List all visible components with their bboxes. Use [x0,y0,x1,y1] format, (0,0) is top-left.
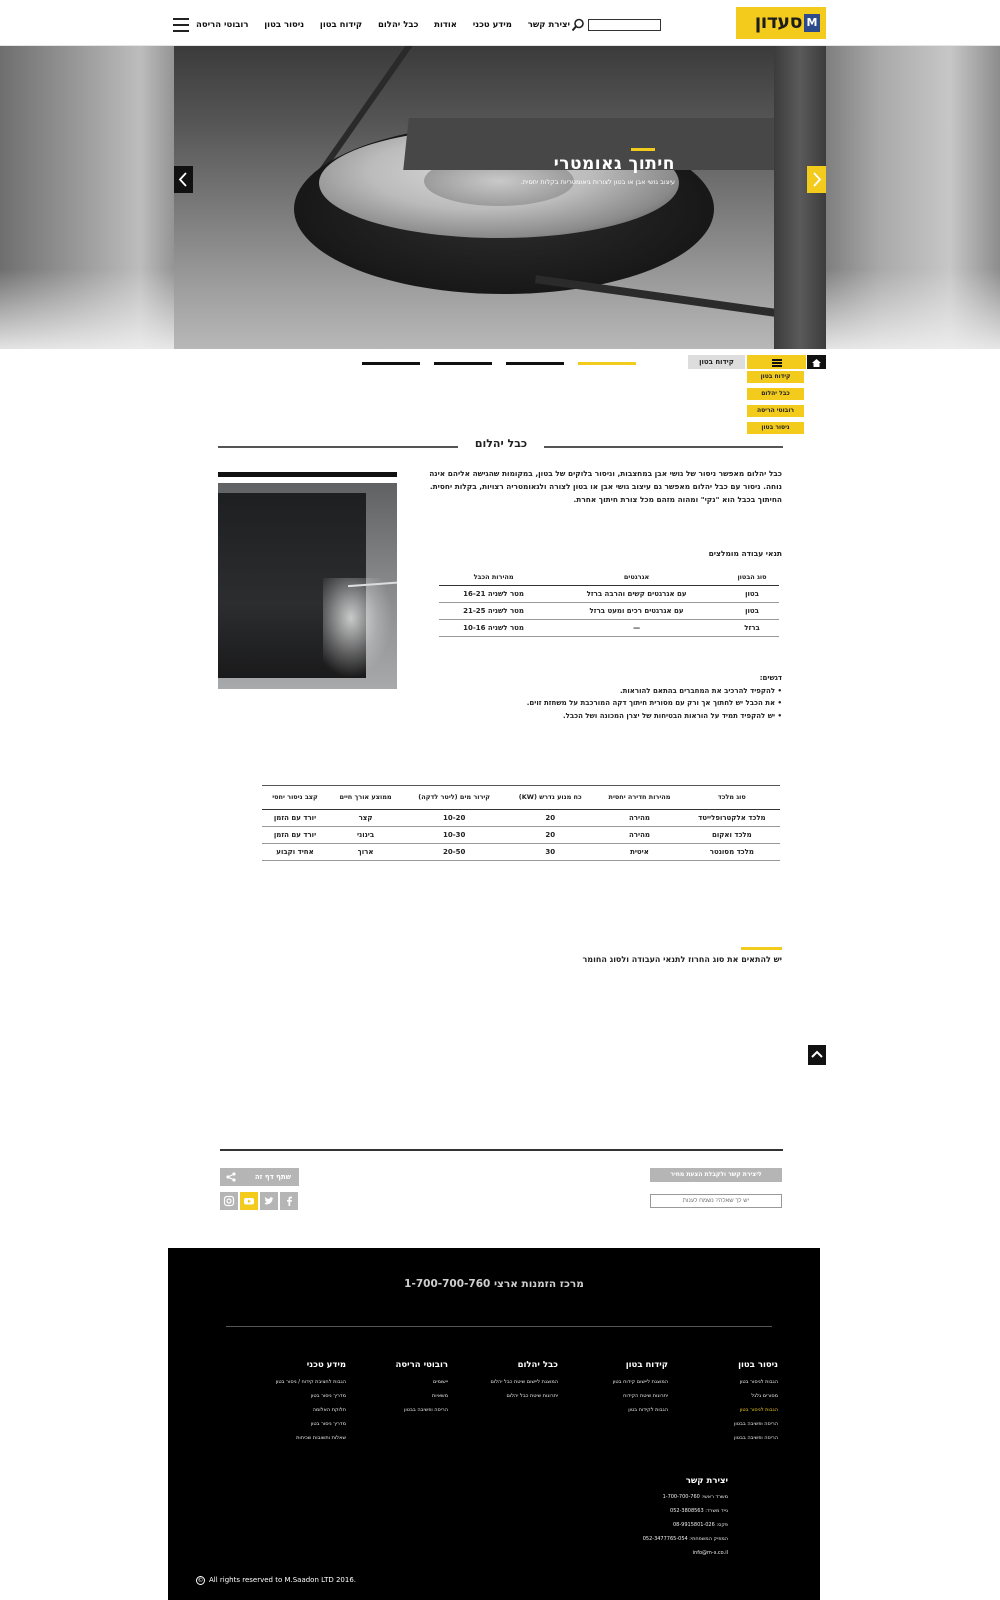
share-label: שתף דף זה [254,1173,291,1181]
side-menu-item-sawing[interactable]: ניסור בטון [747,422,804,434]
slide-indicator-2[interactable] [434,362,492,365]
comparison-table [262,785,780,861]
table-cell: — [548,619,725,636]
footer-contact-line: משרד ראשי: 1-700-700-760 [662,1494,728,1500]
nav-links [196,15,570,35]
footer-column-title: מידע טכני [306,1360,346,1370]
list-item: • יש להקפיד תמיד על הוראות הבטיחות של יצרן המכונה ושל הכבל. [460,710,782,723]
table-header: קצב ניסור יחסי [262,786,328,810]
footer-link[interactable]: המוצגת ליישום קידוח בטון [612,1379,668,1385]
copyright [196,1576,356,1585]
table-cell: יורד עם הזמן [262,810,328,827]
list-item: • את הכבל יש לחתוך אך ורק עם מסורית חיתוך דקה המורכבת על משחזת זוים. [460,697,782,710]
question-input[interactable] [650,1194,782,1208]
back-to-top-button[interactable] [808,1045,826,1065]
table-header: ממוצע אורך חיים [328,786,403,810]
table-header: אגרגטים [548,570,725,585]
table-cell: מטר לשניה 10-16 [439,619,548,636]
logo-mark: M [804,14,820,32]
footer-contact-line: נייד משרד: 052-3808563 [670,1508,728,1514]
logo[interactable] [736,7,826,39]
table-cell: 10-30 [403,827,505,844]
facebook-icon[interactable] [280,1192,298,1210]
table-cell: איטית [595,844,684,861]
hero-subtitle: עיצוב גושי אבן או בטון לצורות גיאומטריות בקלות יחסית. [520,178,675,186]
home-icon [807,356,826,370]
footer-contact-email[interactable]: info@m-s.co.il [692,1550,728,1556]
nav-link-concrete-drilling[interactable]: קידוח בטון [319,20,363,30]
share-button[interactable] [220,1168,299,1186]
table-cell: מלכד ואקום [684,827,780,844]
table-header: סוג הבטון [725,570,779,585]
table-cell: מטר לשניה 21-25 [439,602,548,619]
footer-column-technical [236,1360,346,1445]
menu-icon[interactable] [173,18,189,32]
table-cell: בטון [725,602,779,619]
footer-contact-line: המפיק המשפחתי: 052-3477765-054 [642,1536,728,1542]
footer-link[interactable]: הגבות לניסור בטון [739,1379,778,1385]
table-cell: מהירה [595,810,684,827]
side-menu-item-drilling[interactable]: קידוח בטון [747,371,804,383]
side-menu-item-diamond-wire[interactable]: כבל יהלום [747,388,804,400]
nav-link-diamond-wire[interactable]: כבל יהלום [377,20,419,30]
table-cell: אחיד וקבוע [262,844,328,861]
footer-link[interactable]: הגבות לחציבת קידוח / ניסור בטון [275,1379,346,1385]
table-cell: עם אגרגטים קשים והרבה ברזל [548,585,725,602]
slide-indicator-1[interactable] [362,362,420,365]
footer-column-drilling [568,1360,668,1417]
table-cell: מטר לשניה 16-21 [439,585,548,602]
instagram-icon[interactable] [220,1192,238,1210]
footer-link[interactable]: הריסה ופשיבה בבטון [734,1421,778,1427]
summary-accent-bar [741,947,782,950]
nav-link-contact[interactable]: יצירת קשר [527,20,570,30]
intro-paragraph-1: כבל יהלום מאפשר ניסור של גושי אבן במחצבות, וניסור בלוקים של בטון, במקומות שהגישה אליהם אינה נוחה. ניסור עם כבל יהלום מאפשר גם עיצוב גושי אבן או בטון לצורה ולגאומטריה רצויות, בקלות יחסית. [429,469,782,491]
slide-indicator-3[interactable] [506,362,564,365]
table-cell: עם אגרגטים רכים ומעט ברזל [548,602,725,619]
table-cell: יורד עם הזמן [262,827,328,844]
notes [460,672,782,722]
table-cell: מהירה [595,827,684,844]
footer-link[interactable]: יתרונות שיטת הקידוח [623,1393,668,1399]
hero-caption [480,154,675,186]
list-icon[interactable] [747,355,806,369]
contact-quote-button[interactable]: ליצירת קשר ולקבלת הצעת מחיר [650,1168,782,1182]
footer-column-title: קידוח בטון [625,1360,668,1370]
table-cell: 20 [505,827,595,844]
footer-link[interactable]: יתרונות שיטת כבל יהלום [506,1393,558,1399]
table-header: מהירות חדירה יחסית [595,786,684,810]
table-row [439,585,779,602]
summary-text: יש להתאים את סוג החרוז לתנאי העבודה ולסוג החומר [582,955,782,964]
footer-column-robots [358,1360,448,1417]
hero-caption-bar [631,148,655,151]
table-header: סוג מלכד [684,786,780,810]
table-row [262,844,780,861]
footer-link[interactable]: חלוקת האלומה [312,1407,346,1413]
footer-column-title: רובוטי הריסה [395,1360,448,1370]
notes-list [460,685,782,723]
table-cell: 20 [505,810,595,827]
side-menu-item-robots[interactable]: רובוטי הריסה [747,405,804,417]
table-cell: מלכד אלקטרופלייטד [684,810,780,827]
photo-top-bar [218,472,397,477]
footer-link[interactable]: מסורים גלגל [751,1393,778,1399]
copyright-text: All rights reserved to M.Saadon LTD 2016. [209,1576,356,1584]
footer-column-title: כבל יהלום [517,1360,558,1370]
youtube-icon[interactable] [240,1192,258,1210]
footer-hotline: מרכז הזמנות ארצי 1-700-700-760 [404,1278,584,1290]
footer-contact [628,1476,728,1560]
hero-title: חיתוך גאומטרי [553,154,675,174]
footer-link[interactable]: המוצגת ליישום שיטת כבל יהלום [490,1379,558,1385]
table-cell: מלכד מסונטר [684,844,780,861]
nav-link-demolition-robots[interactable]: רובוטי הריסה [196,20,249,30]
intro-text [420,467,782,506]
footer-link-highlighted[interactable]: הגבות לניסור בטון [739,1407,778,1413]
divider [220,1149,783,1151]
footer-link[interactable]: מדריך ניסור בטון [310,1393,346,1399]
footer-link[interactable]: משאיות [431,1393,448,1399]
twitter-icon[interactable] [260,1192,278,1210]
search-input[interactable] [588,19,661,31]
footer-contact-title: יצירת קשר [685,1476,728,1486]
intro-paragraph-2: החיתוך בכבל הוא "נקי" ומהוה מזהם מכל צורת חיתוך אחרת. [573,495,782,504]
hero-next-button[interactable] [807,166,826,193]
search-icon[interactable] [571,17,585,31]
conditions-title: תנאי עבודה מומלצים [708,549,782,558]
footer-column-sawing [688,1360,778,1445]
copyright-icon: © [197,1577,204,1584]
footer-column-title: ניסור בטון [738,1360,778,1370]
chevron-right-icon [811,172,822,187]
hero-banner [0,46,1000,349]
slide-indicator-4-active[interactable] [578,362,636,365]
footer-column-diamond-wire [458,1360,558,1403]
conditions-table [439,570,779,637]
table-header: קירור מים (ליטר לדקה) [403,786,505,810]
table-row [262,827,780,844]
footer-divider [226,1326,772,1327]
diamond-wire-photo [218,483,397,689]
table-cell: בינוני [328,827,403,844]
table-cell: קצר [328,810,403,827]
footer-link[interactable]: שאלות ותשובות שכיחות [296,1435,346,1441]
footer [168,1248,820,1600]
breadcrumb-current: קידוח בטון [688,355,745,369]
section-title: כבל יהלום [458,437,544,457]
footer-link[interactable]: הריסה ופשיבה בבטון [734,1435,778,1441]
hero-prev-button[interactable] [174,166,193,193]
photo-water-splash [323,578,393,678]
nav-link-concrete-sawing[interactable]: ניסור בטון [264,20,305,30]
footer-link[interactable]: יישומים [433,1379,448,1385]
table-cell: 30 [505,844,595,861]
home-button[interactable] [807,355,826,369]
footer-link[interactable]: מדריך ניסור בטון [310,1421,346,1427]
table-header: כח מנוע נדרש (KW) [505,786,595,810]
table-cell: בטון [725,585,779,602]
chevron-up-icon [811,1050,823,1059]
table-row [262,810,780,827]
table-cell: ארוך [328,844,403,861]
notes-title: דגשים: [759,674,782,682]
share-icon [226,1172,236,1182]
table-cell: 20-50 [403,844,505,861]
footer-link[interactable]: הגבות לקידוח בטון [628,1407,668,1413]
table-cell: 10-20 [403,810,505,827]
footer-link[interactable]: הריסה ופשיבה בבטון [404,1407,448,1413]
nav-link-technical-info[interactable]: מידע טכני [472,20,512,30]
table-row [439,602,779,619]
hero-post [774,46,826,349]
table-row [439,619,779,636]
logo-text: סעדון [754,11,802,33]
nav-link-about[interactable]: אודות [434,20,457,30]
footer-contact-line: פקס: 08-9915801-026 [673,1522,728,1528]
list-item: • להקפיד להרכיב את המחברים בהתאם להוראות. [460,685,782,698]
chevron-left-icon [178,172,189,187]
hero-image [174,46,826,349]
table-header: מהירות הכבל [439,570,548,585]
top-navigation [0,0,1000,46]
table-cell: ברזל [725,619,779,636]
